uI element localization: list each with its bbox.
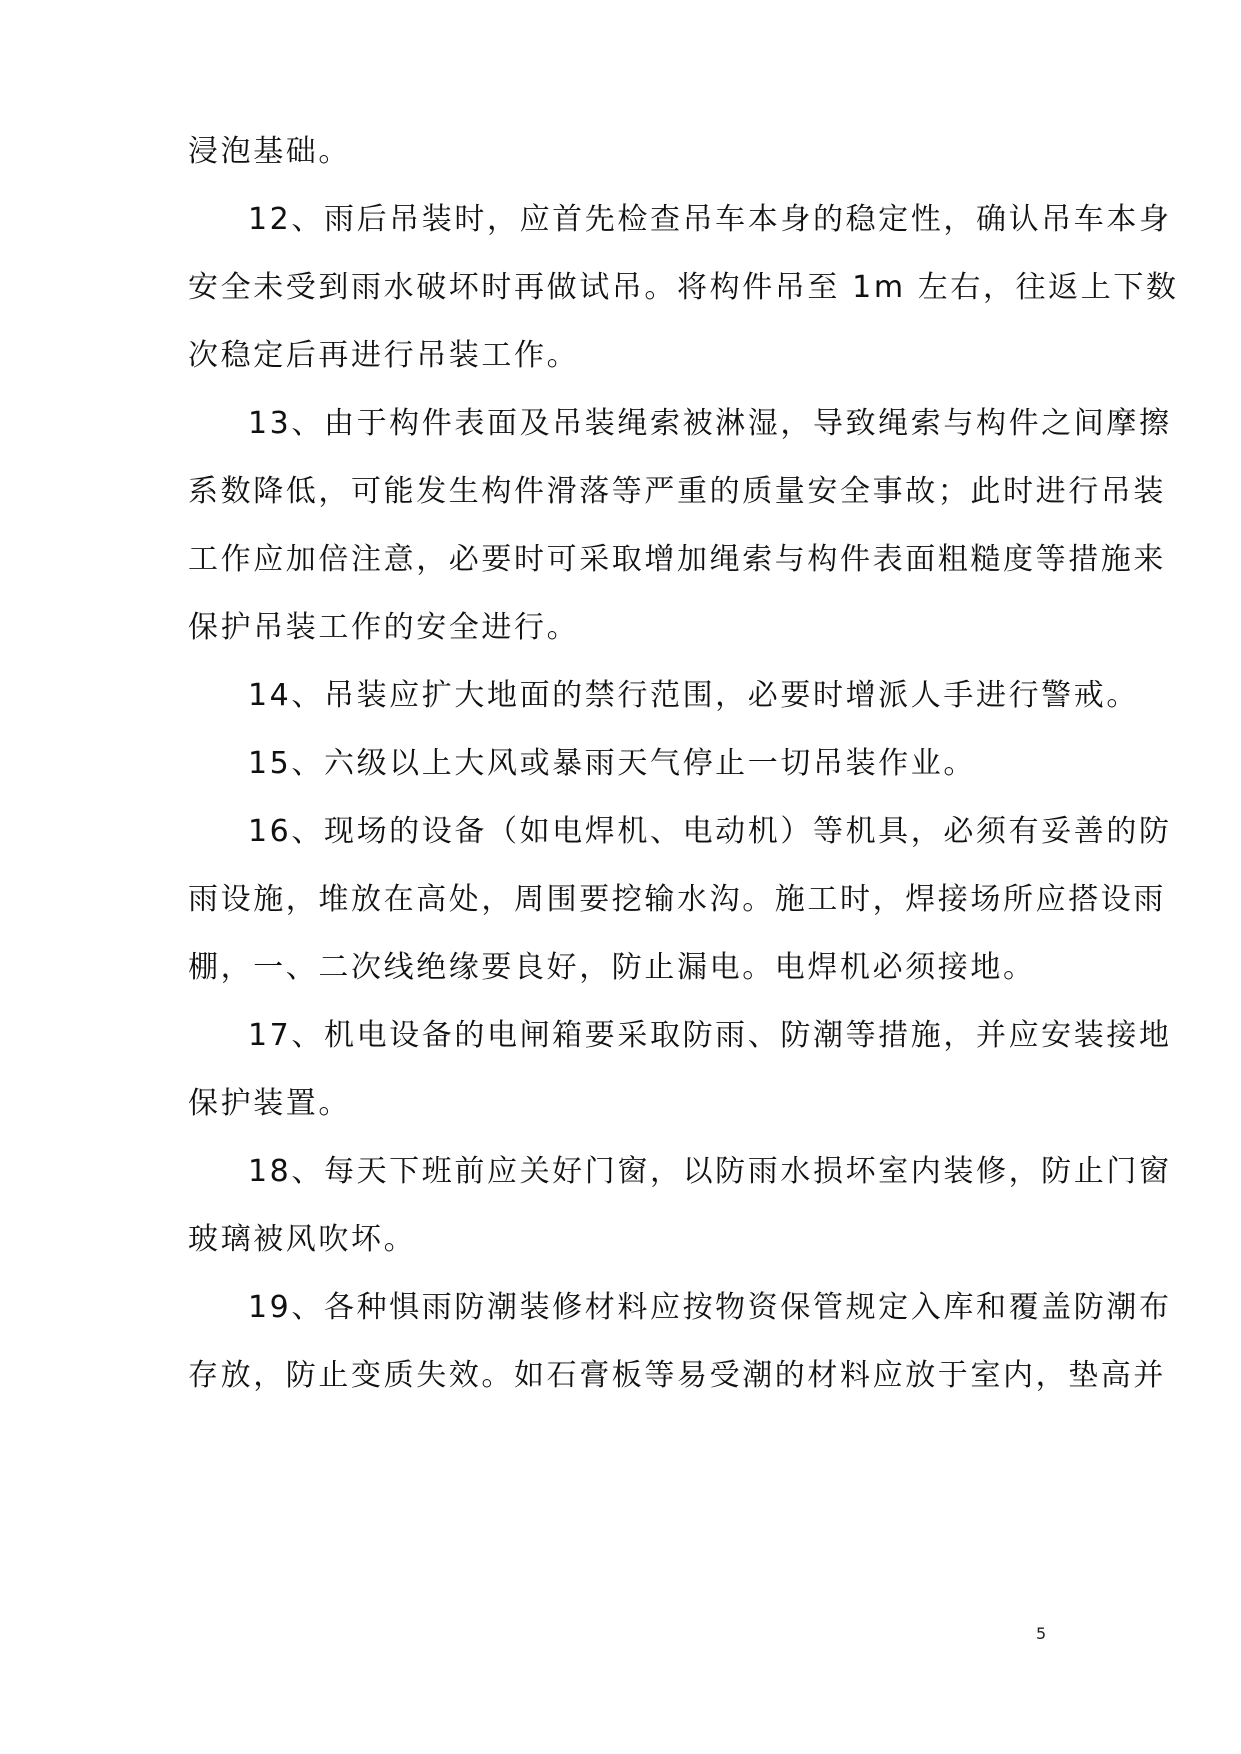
text-line: 17、机电设备的电闸箱要采取防雨、防潮等措施，并应安装接地 (248, 1018, 1172, 1053)
text-line: 12、雨后吊装时，应首先检查吊车本身的稳定性，确认吊车本身 (248, 202, 1172, 237)
text-line: 15、六级以上大风或暴雨天气停止一切吊装作业。 (248, 746, 976, 781)
text-line: 系数降低，可能发生构件滑落等严重的质量安全事故；此时进行吊装 (188, 474, 1166, 509)
text-line: 玻璃被风吹坏。 (188, 1222, 417, 1257)
text-line: 13、由于构件表面及吊装绳索被淋湿，导致绳索与构件之间摩擦 (248, 406, 1172, 441)
text-line: 棚，一、二次线绝缘要良好，防止漏电。电焊机必须接地。 (188, 950, 1036, 985)
text-line: 19、各种惧雨防潮装修材料应按物资保管规定入库和覆盖防潮布 (248, 1290, 1172, 1325)
text-line: 存放，防止变质失效。如石膏板等易受潮的材料应放于室内，垫高并 (188, 1358, 1166, 1393)
text-line: 14、吊装应扩大地面的禁行范围，必要时增派人手进行警戒。 (248, 678, 1139, 713)
page-number: 5 (1036, 1624, 1047, 1643)
text-line: 18、每天下班前应关好门窗，以防雨水损坏室内装修，防止门窗 (248, 1154, 1172, 1189)
text-line: 工作应加倍注意，必要时可采取增加绳索与构件表面粗糙度等措施来 (188, 542, 1166, 577)
text-line: 保护装置。 (188, 1086, 351, 1121)
text-line: 保护吊装工作的安全进行。 (188, 610, 580, 645)
text-line: 安全未受到雨水破坏时再做试吊。将构件吊至 1m 左右，往返上下数 (188, 270, 1179, 305)
text-line: 浸泡基础。 (188, 134, 351, 169)
text-line: 次稳定后再进行吊装工作。 (188, 338, 580, 373)
text-line: 16、现场的设备（如电焊机、电动机）等机具，必须有妥善的防 (248, 814, 1172, 849)
text-line: 雨设施，堆放在高处，周围要挖输水沟。施工时，焊接场所应搭设雨 (188, 882, 1166, 917)
